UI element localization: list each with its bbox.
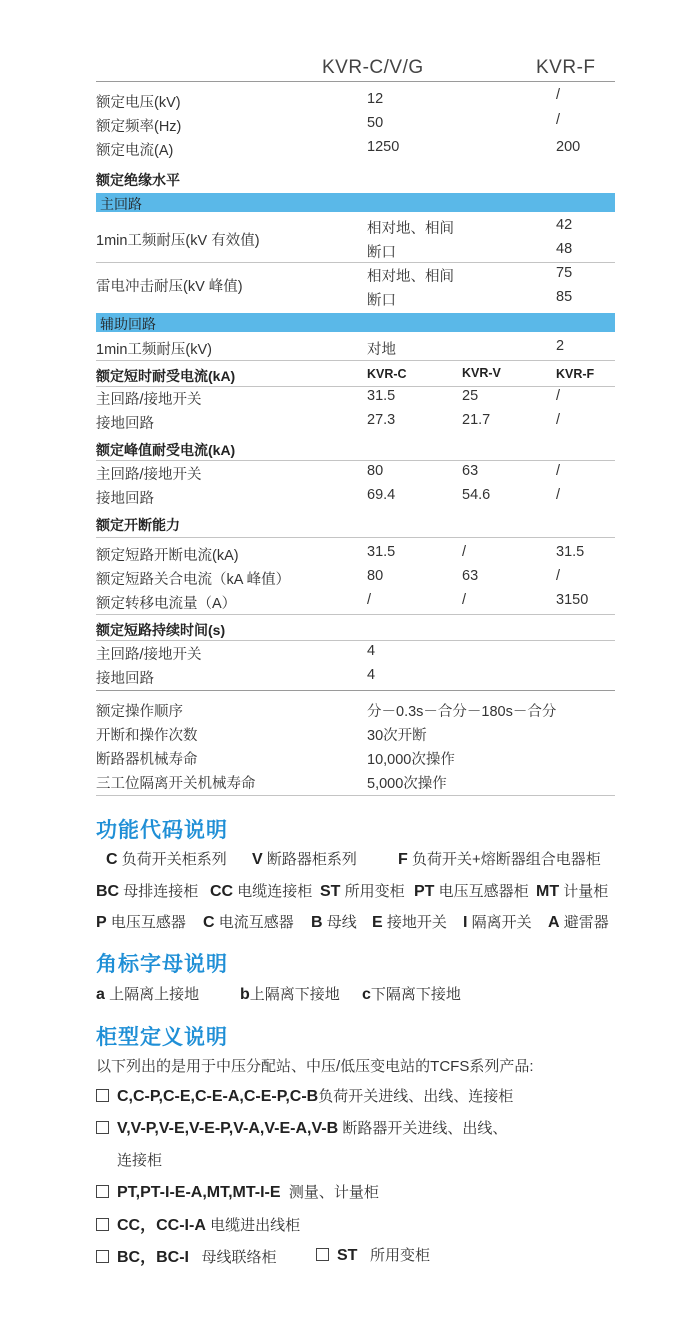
cabinet-item — [96, 1117, 507, 1138]
column-header: KVR-F — [556, 367, 595, 381]
checkbox-icon — [96, 1218, 109, 1231]
legend-desc: 负荷开关柜系列 — [121, 851, 227, 868]
column-header-kvr-cvg: KVR-C/V/G — [322, 57, 424, 78]
row-value: 4 — [367, 643, 376, 659]
cabinet-continuation: 连接柜 — [117, 1152, 163, 1169]
legend-item — [252, 848, 357, 869]
row-value: 31.5 — [367, 388, 396, 404]
row-value: / — [462, 592, 467, 608]
row-value: / — [556, 87, 561, 103]
legend-desc: 所用变柜 — [344, 883, 405, 900]
row-label: 额定电压(kV) — [96, 95, 181, 111]
column-header: KVR-C — [367, 367, 407, 381]
cabinet-item — [96, 1181, 379, 1202]
legend-item — [240, 983, 340, 1004]
band-main-circuit — [96, 193, 615, 212]
row-label: 雷电冲击耐压(kV 峰值) — [96, 279, 243, 295]
section-title-cabinet-types: 柜型定义说明 — [96, 1026, 228, 1049]
legend-desc: 避雷器 — [563, 914, 609, 931]
divider — [96, 460, 615, 461]
divider — [96, 690, 615, 691]
divider — [96, 537, 615, 538]
legend-code: C — [106, 851, 118, 868]
row-value: / — [462, 544, 467, 560]
legend-code: PT — [414, 883, 435, 900]
legend-desc: 负荷开关+熔断器组合电器柜 — [411, 851, 601, 868]
row-label: 主回路/接地开关 — [96, 647, 202, 663]
divider — [96, 360, 615, 361]
section-title-duration: 额定短路持续时间(s) — [96, 622, 226, 638]
legend-code: P — [96, 914, 107, 931]
legend-code: B — [311, 914, 323, 931]
section-title-insulation: 额定绝缘水平 — [96, 172, 180, 188]
row-value: 1250 — [367, 139, 400, 155]
divider — [96, 795, 615, 796]
row-value: 分－0.3s－合分－180s－合分 — [367, 704, 557, 720]
legend-desc: 下隔离下接地 — [370, 986, 461, 1003]
row-value: 75 — [556, 265, 573, 281]
row-value: 80 — [367, 463, 384, 479]
cabinet-codes: V,V-P,V-E,V-E-P,V-A,V-E-A,V-B — [117, 1120, 339, 1137]
row-label: 开断和操作次数 — [96, 728, 198, 744]
cabinet-codes: CC，CC-I-A — [117, 1217, 206, 1234]
cabinet-desc: 负荷开关进线、出线、连接柜 — [318, 1088, 514, 1105]
column-header: KVR-V — [462, 366, 501, 380]
band-label: 辅助回路 — [100, 316, 156, 332]
legend-code: CC — [210, 883, 234, 900]
row-value: 85 — [556, 289, 573, 305]
cabinet-desc: 断路器开关进线、出线、 — [342, 1120, 508, 1137]
row-value: 2 — [556, 338, 565, 354]
cabinet-codes: C,C-P,C-E,C-E-A,C-E-P,C-B — [117, 1088, 319, 1105]
row-value: 21.7 — [462, 412, 491, 428]
row-value: 3150 — [556, 592, 589, 608]
section-title-breaking: 额定开断能力 — [96, 517, 180, 533]
row-value: 27.3 — [367, 412, 396, 428]
row-value: / — [556, 112, 561, 128]
row-value: 200 — [556, 139, 581, 155]
row-value: 25 — [462, 388, 479, 404]
row-value: / — [556, 412, 561, 428]
row-value: 69.4 — [367, 487, 396, 503]
legend-desc: 母线 — [326, 914, 357, 931]
cabinet-item — [316, 1244, 430, 1265]
checkbox-icon — [316, 1248, 329, 1261]
legend-desc: 电压互感器柜 — [438, 883, 529, 900]
row-label: 额定短路关合电流（kA 峰值） — [96, 572, 291, 588]
legend-item — [96, 911, 186, 932]
divider — [96, 262, 615, 263]
cabinet-item — [96, 1085, 513, 1106]
row-label: 接地回路 — [96, 491, 154, 507]
row-label: 额定短路开断电流(kA) — [96, 548, 239, 564]
cabinet-desc: 测量、计量柜 — [288, 1184, 379, 1201]
legend-item — [414, 880, 529, 901]
checkbox-icon — [96, 1089, 109, 1102]
row-value: / — [367, 592, 372, 608]
row-label: 额定电流(A) — [96, 143, 174, 159]
row-sub: 相对地、相间 — [367, 269, 454, 285]
legend-item — [96, 983, 199, 1004]
row-label: 额定操作顺序 — [96, 704, 183, 720]
legend-item — [372, 911, 447, 932]
cabinet-codes: ST — [337, 1247, 358, 1264]
legend-code: BC — [96, 883, 120, 900]
legend-desc: 上隔离上接地 — [109, 986, 200, 1003]
row-label: 接地回路 — [96, 416, 154, 432]
row-value: 42 — [556, 217, 573, 233]
legend-item — [548, 911, 609, 932]
legend-item — [536, 880, 608, 901]
row-value: / — [556, 388, 561, 404]
column-header-kvr-f: KVR-F — [536, 57, 596, 78]
legend-item — [210, 880, 312, 901]
row-sub: 断口 — [367, 293, 396, 309]
legend-item — [311, 911, 357, 932]
row-value: 5,000次操作 — [367, 776, 447, 792]
checkbox-icon — [96, 1121, 109, 1134]
legend-code: A — [548, 914, 560, 931]
intro-text: 以下列出的是用于中压分配站、中压/低压变电站的TCFS系列产品: — [96, 1058, 534, 1075]
cabinet-desc: 所用变柜 — [369, 1247, 430, 1264]
cabinet-desc: 母线联络柜 — [201, 1249, 277, 1266]
legend-desc: 计量柜 — [563, 883, 609, 900]
section-title-suffix-letters: 角标字母说明 — [96, 953, 228, 976]
row-value: 50 — [367, 115, 384, 131]
row-value: 4 — [367, 667, 376, 683]
legend-desc: 电压互感器 — [110, 914, 186, 931]
cabinet-desc: 电缆进出线柜 — [210, 1217, 301, 1234]
legend-item — [96, 880, 198, 901]
section-title-function-codes: 功能代码说明 — [96, 819, 228, 842]
row-value: 31.5 — [367, 544, 396, 560]
legend-item — [463, 911, 532, 932]
divider — [96, 640, 615, 641]
row-label: 额定频率(Hz) — [96, 119, 182, 135]
row-value: 12 — [367, 91, 384, 107]
legend-code: c — [362, 986, 371, 1003]
row-sub: 断口 — [367, 245, 396, 261]
row-value: 63 — [462, 463, 479, 479]
row-value: 30次开断 — [367, 728, 427, 744]
row-label: 主回路/接地开关 — [96, 392, 202, 408]
row-value: 63 — [462, 568, 479, 584]
legend-desc: 母排连接柜 — [123, 883, 199, 900]
row-value: / — [556, 463, 561, 479]
row-label: 三工位隔离开关机械寿命 — [96, 776, 256, 792]
band-aux-circuit — [96, 313, 615, 332]
row-label: 1min工频耐压(kV) — [96, 342, 213, 358]
legend-code: V — [252, 851, 263, 868]
row-label: 断路器机械寿命 — [96, 752, 198, 768]
row-value: / — [556, 487, 561, 503]
legend-desc: 隔离开关 — [471, 914, 532, 931]
cabinet-item — [96, 1244, 277, 1267]
row-value: 80 — [367, 568, 384, 584]
legend-item — [203, 911, 294, 932]
section-title-peak: 额定峰值耐受电流(kA) — [96, 442, 236, 458]
legend-code: MT — [536, 883, 560, 900]
divider — [96, 386, 615, 387]
legend-desc: 电缆连接柜 — [237, 883, 313, 900]
row-label: 接地回路 — [96, 671, 154, 687]
row-sub: 相对地、相间 — [367, 221, 454, 237]
row-label: 主回路/接地开关 — [96, 467, 202, 483]
divider — [96, 81, 615, 82]
row-label: 额定转移电流量（A） — [96, 596, 237, 612]
row-value: 54.6 — [462, 487, 491, 503]
legend-desc: 上隔离下接地 — [249, 986, 340, 1003]
legend-code: a — [96, 986, 105, 1003]
checkbox-icon — [96, 1250, 109, 1263]
cabinet-item — [96, 1212, 300, 1235]
row-value: 31.5 — [556, 544, 585, 560]
legend-desc: 电流互感器 — [218, 914, 294, 931]
band-label: 主回路 — [100, 196, 142, 212]
legend-code: b — [240, 986, 250, 1003]
legend-code: C — [203, 914, 215, 931]
legend-code: E — [372, 914, 383, 931]
legend-item — [320, 880, 405, 901]
row-sub: 对地 — [367, 342, 396, 358]
legend-item — [362, 983, 461, 1004]
checkbox-icon — [96, 1185, 109, 1198]
legend-code: ST — [320, 883, 341, 900]
legend-code: F — [398, 851, 408, 868]
legend-desc: 接地开关 — [386, 914, 447, 931]
section-title-short-time: 额定短时耐受电流(kA) — [96, 368, 236, 384]
legend-code: I — [463, 914, 468, 931]
legend-item — [106, 848, 227, 869]
legend-item — [398, 848, 601, 869]
row-value: 48 — [556, 241, 573, 257]
legend-desc: 断路器柜系列 — [266, 851, 357, 868]
cabinet-codes: PT,PT-I-E-A,MT,MT-I-E — [117, 1184, 281, 1201]
divider — [96, 614, 615, 615]
row-value: 10,000次操作 — [367, 752, 455, 768]
cabinet-codes: BC，BC-I — [117, 1249, 189, 1266]
row-label: 1min工频耐压(kV 有效值) — [96, 233, 260, 249]
row-value: / — [556, 568, 561, 584]
